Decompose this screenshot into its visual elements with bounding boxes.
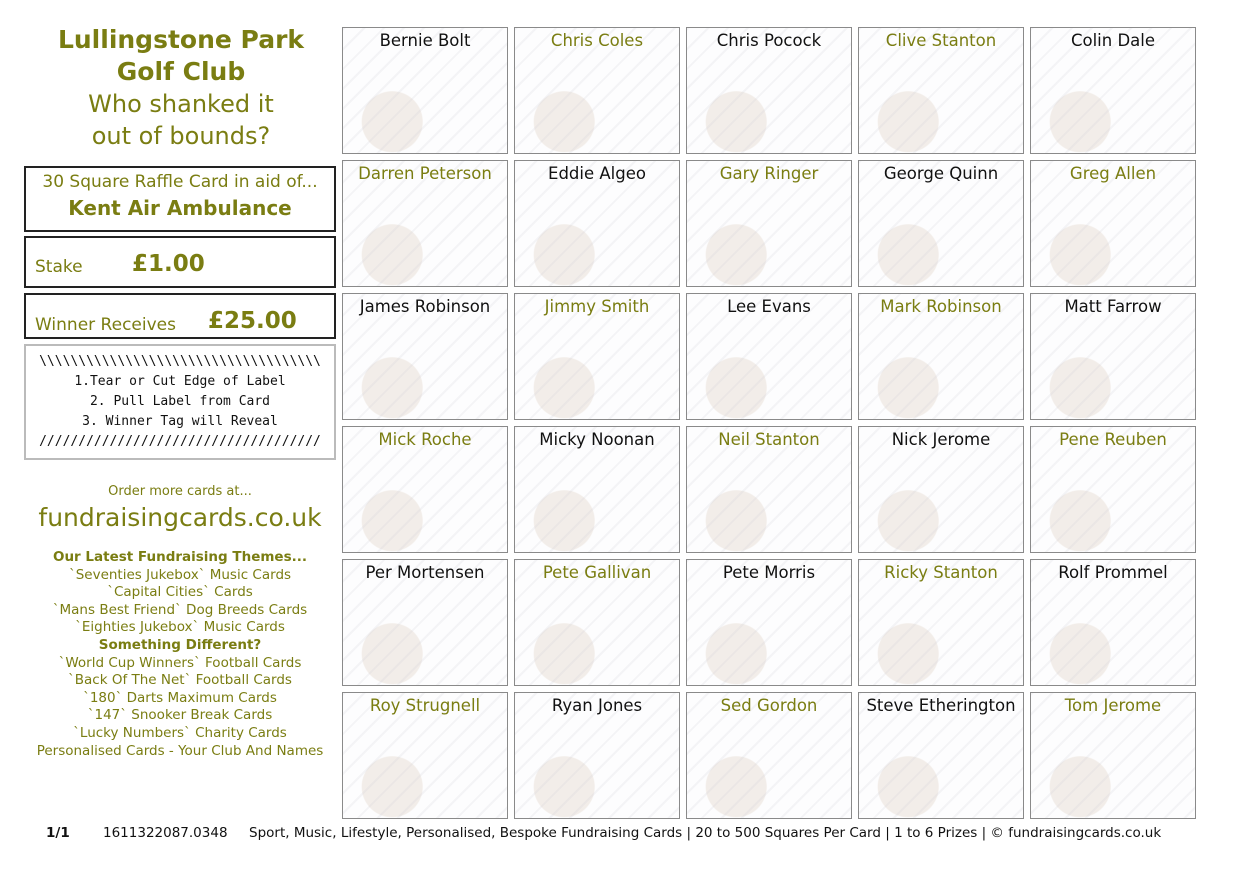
raffle-square[interactable]: Darren Peterson [342,160,508,287]
raffle-square[interactable]: Steve Etherington [858,692,1024,819]
instructions-box [24,344,336,460]
stake-box [24,236,336,288]
footer-text: Sport, Music, Lifestyle, Personalised, Bespoke Fundraising Cards | 20 to 500 Squares Per Card | 1 to 6 Prizes | © fundraisingcards.co.uk [249,825,1162,841]
raffle-square[interactable]: Nick Jerome [858,426,1024,553]
raffle-square[interactable]: Ricky Stanton [858,559,1024,686]
raffle-square[interactable]: Ryan Jones [514,692,680,819]
raffle-square[interactable]: Greg Allen [1030,160,1196,287]
instructions-top-border: \\\\\\\\\\\\\\\\\\\\\\\\\\\\\\\\\\\\ [39,354,321,369]
tagline-line1: Who shanked it [88,90,274,118]
instruction-step-3: 3. Winner Tag will Reveal [82,414,278,429]
raffle-square[interactable]: Gary Ringer [686,160,852,287]
club-name-line2: Golf Club [116,57,246,86]
winner-label: Winner Receives [35,315,176,335]
winner-value: £25.00 [208,308,297,334]
raffle-square[interactable]: Bernie Bolt [342,27,508,154]
charity-box [24,166,336,232]
stake-value: £1.00 [132,251,205,277]
order-website[interactable]: fundraisingcards.co.uk [38,503,322,532]
instruction-step-2: 2. Pull Label from Card [89,394,270,409]
raffle-square[interactable]: Sed Gordon [686,692,852,819]
raffle-square[interactable]: Rolf Prommel [1030,559,1196,686]
theme-item: `Lucky Numbers` Charity Cards [73,724,287,741]
card-reference: 1611322087.0348 [103,825,228,841]
raffle-square[interactable]: Mick Roche [342,426,508,553]
club-name-line1: Lullingstone Park [57,25,305,54]
theme-item: `Seventies Jukebox` Music Cards [68,566,292,583]
tagline-line2: out of bounds? [91,122,271,150]
raffle-square[interactable]: Chris Coles [514,27,680,154]
raffle-square[interactable]: Per Mortensen [342,559,508,686]
raffle-square[interactable]: Pete Morris [686,559,852,686]
raffle-square[interactable]: Pene Reuben [1030,426,1196,553]
theme-item: `Back Of The Net` Football Cards [68,672,292,689]
raffle-square[interactable]: Matt Farrow [1030,293,1196,420]
instructions-bottom-border: //////////////////////////////////// [39,434,321,449]
raffle-square[interactable]: Mark Robinson [858,293,1024,420]
raffle-square[interactable]: Eddie Algeo [514,160,680,287]
raffle-square[interactable]: Lee Evans [686,293,852,420]
instruction-step-1: 1.Tear or Cut Edge of Label [74,374,286,389]
raffle-square[interactable]: Pete Gallivan [514,559,680,686]
theme-item: `Mans Best Friend` Dog Breeds Cards [52,601,308,618]
theme-item: `Capital Cities` Cards [107,584,253,601]
raffle-square[interactable]: Clive Stanton [858,27,1024,154]
raffle-square[interactable]: Chris Pocock [686,27,852,154]
themes-list [24,549,336,760]
card-title [24,24,338,152]
theme-item: Personalised Cards - Your Club And Names [36,742,324,759]
raffle-square[interactable]: Colin Dale [1030,27,1196,154]
raffle-square[interactable]: George Quinn [858,160,1024,287]
theme-item: `147` Snooker Break Cards [87,707,273,724]
raffle-square[interactable]: Neil Stanton [686,426,852,553]
theme-item: `180` Darts Maximum Cards [83,689,277,706]
raffle-square[interactable]: James Robinson [342,293,508,420]
different-heading: Something Different? [98,636,262,653]
charity-name: Kent Air Ambulance [68,196,292,220]
theme-item: `World Cup Winners` Football Cards [58,654,302,671]
order-section [24,484,336,532]
card-description: 30 Square Raffle Card in aid of... [42,172,318,192]
raffle-square[interactable]: Roy Strugnell [342,692,508,819]
footer [0,825,1240,845]
themes-heading: Our Latest Fundraising Themes... [52,549,308,565]
raffle-square[interactable]: Micky Noonan [514,426,680,553]
raffle-square[interactable]: Jimmy Smith [514,293,680,420]
raffle-square[interactable]: Tom Jerome [1030,692,1196,819]
stake-label: Stake [35,257,83,277]
theme-item: `Eighties Jukebox` Music Cards [75,619,285,636]
order-prompt: Order more cards at... [108,484,252,499]
page-number: 1/1 [46,825,70,841]
winner-box [24,293,336,339]
